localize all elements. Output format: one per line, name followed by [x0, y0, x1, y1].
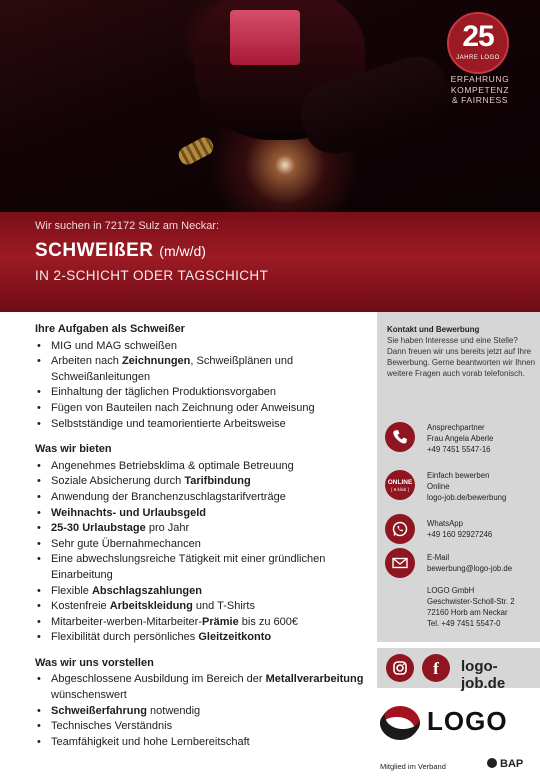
logo-mark-icon — [377, 704, 423, 742]
tasks-heading: Ihre Aufgaben als Schweißer — [35, 323, 185, 335]
helmet-visor — [230, 10, 300, 65]
list-item — [35, 599, 370, 615]
list-item — [35, 385, 370, 401]
list-item — [35, 584, 370, 600]
mail-icon — [385, 548, 415, 578]
list-item-text: Selbstständige und teamorientierte Arbeitsweise — [51, 417, 286, 430]
online-badge: ONLINE — [387, 479, 413, 486]
phone-icon — [385, 422, 415, 452]
online-url[interactable]: logo-job.de/bewerbung — [427, 493, 507, 502]
welding-torch — [176, 135, 216, 168]
offer-list — [35, 459, 370, 646]
list-item — [35, 719, 370, 735]
social-strip — [377, 648, 540, 692]
person-phone[interactable]: +49 7451 5547-16 — [427, 445, 491, 454]
anniversary-badge — [447, 12, 509, 74]
whatsapp-row[interactable] — [385, 514, 540, 548]
list-item-text: Einhaltung der täglichen Produktionsvorgaben — [51, 386, 277, 399]
logo-wordmark: LOGO — [427, 706, 508, 736]
whatsapp-label: WhatsApp — [427, 519, 463, 528]
company-phone[interactable]: Tel. +49 7451 5547-0 — [427, 619, 501, 628]
company-street: Geschwister-Scholl-Str. 2 — [427, 597, 515, 606]
email-label: E-Mail — [427, 553, 450, 562]
list-item — [35, 490, 370, 506]
list-item-text: Teamfähigkeit und hohe Lernbereitschaft — [51, 735, 250, 748]
badge-number: 25 — [462, 20, 494, 53]
profile-heading: Was wir uns vorstellen — [35, 656, 154, 669]
badge-sub: JAHRE LOGO — [456, 55, 500, 61]
list-item-text: notwendig — [146, 704, 201, 717]
list-item — [35, 704, 370, 720]
list-item — [35, 459, 370, 475]
list-item-text: Anwendung der Branchenzuschlagstarifverträge — [51, 490, 286, 503]
claim-2: KOMPETENZ — [450, 84, 510, 95]
whatsapp-icon — [385, 514, 415, 544]
list-item-text: Soziale Absicherung durch — [51, 475, 185, 488]
claim-3: & FAIRNESS — [451, 95, 509, 105]
list-item-text: bis zu 600€ — [238, 615, 299, 628]
online-label: Einfach bewerben — [427, 471, 490, 480]
list-item — [35, 354, 370, 385]
website-link[interactable]: logo-job.de — [461, 658, 506, 692]
list-item-text: MIG und MAG schweißen — [51, 339, 177, 352]
logo-brand — [377, 702, 537, 744]
company-name: LOGO GmbH — [427, 586, 475, 595]
list-item-text: Flexible — [51, 584, 92, 597]
list-item — [35, 474, 370, 490]
email-address[interactable]: bewerbung@logo-job.de — [427, 564, 513, 573]
brand-claims — [440, 74, 520, 106]
member-label: Mitglied im Verband — [380, 762, 446, 771]
online-apply-row[interactable] — [385, 470, 540, 510]
online-label-2: Online — [427, 482, 450, 491]
list-item — [35, 630, 370, 646]
contact-person-row[interactable] — [385, 422, 540, 462]
list-item-text: Sehr gute Übernahmechancen — [51, 537, 201, 550]
job-description — [35, 322, 370, 760]
list-item — [35, 552, 370, 583]
list-item-text: pro Jahr — [145, 522, 190, 535]
company-address — [427, 585, 539, 629]
hero-photo — [0, 0, 540, 212]
list-item-text: Fügen von Bauteilen nach Zeichnung oder Anweisung — [51, 401, 315, 414]
list-item-text: Abgeschlossene Ausbildung im Bereich der — [51, 673, 266, 686]
email-text — [427, 552, 540, 574]
list-item-bold: Tarifbindung — [184, 475, 251, 488]
shift-info: IN 2-SCHICHT ODER TAGSCHICHT — [35, 268, 269, 283]
list-item — [35, 537, 370, 553]
whatsapp-text — [427, 518, 540, 540]
list-item — [35, 735, 370, 751]
tasks-list — [35, 339, 370, 433]
online-apply-icon — [385, 470, 415, 500]
list-item-bold: Gleitzeitkonto — [198, 631, 272, 644]
bap-text: BAP — [500, 758, 524, 770]
company-city: 72160 Horb am Neckar — [427, 608, 508, 617]
whatsapp-number[interactable]: +49 160 92927246 — [427, 530, 493, 539]
online-badge-sub: [ 6 klick ] — [391, 487, 409, 492]
list-item-text: Flexibilität durch persönliches — [51, 631, 199, 644]
list-item — [35, 339, 370, 355]
bap-icon — [487, 758, 497, 768]
job-title — [35, 240, 540, 262]
list-item-text: Arbeiten nach — [51, 355, 122, 368]
list-item-bold: Prämie — [202, 615, 239, 628]
list-item — [35, 506, 370, 522]
list-item-bold: Zeichnungen — [121, 355, 191, 368]
offer-heading: Was wir bieten — [35, 443, 112, 456]
list-item — [35, 401, 370, 417]
list-item — [35, 672, 370, 703]
list-item-text: und T-Shirts — [192, 600, 255, 613]
list-item — [35, 615, 370, 631]
contact-person-text — [427, 422, 540, 455]
contact-text: Sie haben Interesse und eine Stelle? Dann freuen wir uns bereits jetzt auf Ihre Bewerbung. Gerne beantworten wir Ihnen weitere Fragen auch vorab telefonisch. — [387, 336, 536, 378]
list-item-bold: Weihnachts- und Urlaubsgeld — [51, 506, 207, 519]
bap-logo — [487, 758, 523, 770]
list-item-bold: 25-30 Urlaubstage — [51, 522, 146, 535]
list-item — [35, 521, 370, 537]
title-band — [0, 212, 540, 312]
list-item — [35, 417, 370, 433]
person-name: Frau Angela Aberle — [427, 434, 494, 443]
contact-sidebar — [377, 312, 540, 642]
list-item-text: Angenehmes Betriebsklima & optimale Betreuung — [51, 459, 294, 472]
profile-list — [35, 672, 370, 750]
instagram-icon[interactable] — [386, 654, 414, 682]
email-row[interactable] — [385, 548, 540, 582]
contact-heading: Kontakt und Bewerbung — [387, 325, 480, 334]
list-item-text: wünschenswert — [51, 689, 127, 702]
list-item-text: Eine abwechslungsreiche Tätigkeit mit einer gründlichen Einarbeitung — [51, 553, 326, 581]
facebook-icon[interactable]: f — [422, 654, 450, 682]
contact-intro — [387, 324, 537, 379]
list-item-text: , Schweißplänen und Schweißanleitungen — [51, 355, 294, 383]
list-item-bold: Schweißerfahrung — [51, 704, 147, 717]
person-label: Ansprechpartner — [427, 423, 485, 432]
list-item-bold: Metallverarbeitung — [265, 673, 364, 686]
online-apply-text — [427, 470, 540, 503]
job-title-text: SCHWEIßER — [35, 240, 154, 261]
gender-suffix: (m/w/d) — [159, 243, 206, 259]
location-line: Wir suchen in 72172 Sulz am Neckar: — [35, 220, 220, 232]
list-item-bold: Arbeitskleidung — [109, 600, 193, 613]
list-item-text: Technisches Verständnis — [51, 720, 173, 733]
list-item-text: Kostenfreie — [51, 600, 110, 613]
list-item-bold: Abschlagszahlungen — [91, 584, 202, 597]
list-item-text: Mitarbeiter-werben-Mitarbeiter- — [51, 615, 202, 628]
claim-1: ERFAHRUNG — [450, 74, 510, 84]
